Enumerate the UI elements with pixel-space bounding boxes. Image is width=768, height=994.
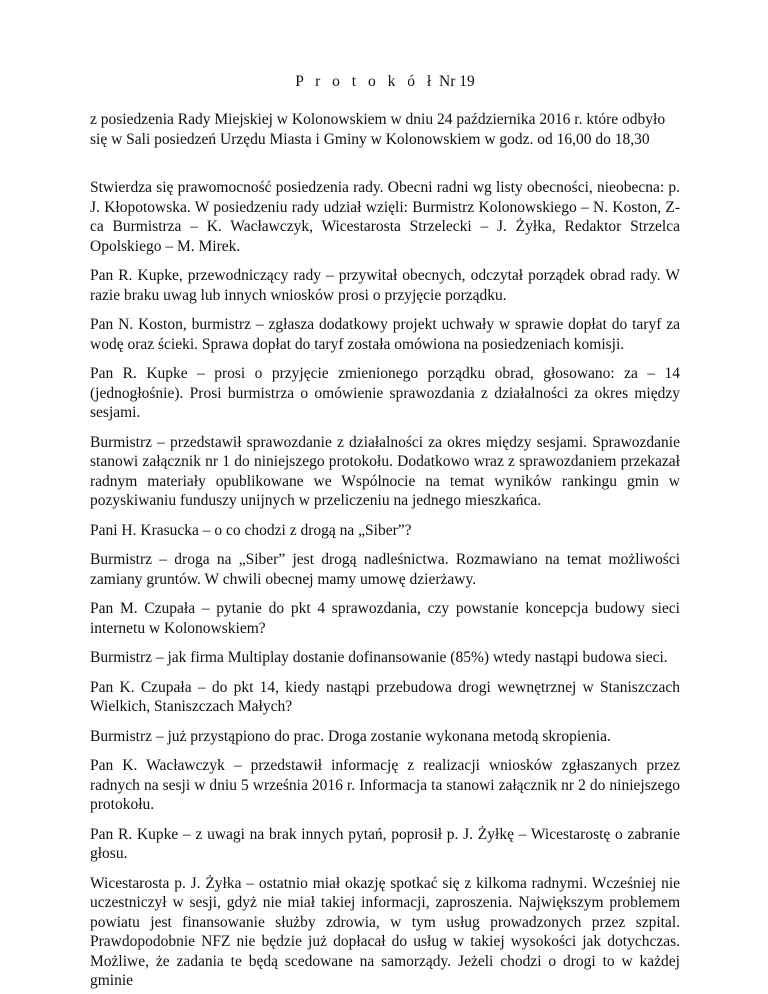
paragraph-kupke-invite: Pan R. Kupke – z uwagi na brak innych pytań, poprosił p. J. Żyłkę – Wicestarostę o zabranie głosu. bbox=[90, 825, 680, 862]
paragraph-mayor-road-answer: Burmistrz – już przystąpiono do prac. Droga zostanie wykonana metodą skropienia. bbox=[90, 727, 611, 745]
paragraph-vicestarost: Wicestarosta p. J. Żyłka – ostatnio miał okazję spotkać się z kilkoma radnymi. Wcześniej nie uczestniczył w sesji, gdyż nie miał takiej informacji, zaproszenia. Największym problemem powiatu jest finansowanie służby zdrowia, w tym usług prowadzonych przez szpital. Prawdopodobnie NFZ nie będzie już dopłacał do usług w takiej wysokości jak dotychczas. Możliwe, że zadania te będą scedowane na samorządy. Jeżeli chodzi o drogi to w każdej gminie bbox=[90, 874, 680, 989]
paragraph-mayor-siber-answer: Burmistrz – droga na „Siber” jest drogą nadleśnictwa. Rozmawiano na temat możliwości zamiany gruntów. W chwili obecnej mamy umowę dzierżawy. bbox=[90, 551, 680, 588]
document-subtitle: z posiedzenia Rady Miejskiej w Kolonowskiem w dniu 24 października 2016 r. które odbyło się w Sali posiedzeń Urzędu Miasta i Gminy w Kolonowskiem w godz. od 16,00 do 18,30 bbox=[90, 111, 666, 148]
paragraph-agenda-vote: Pan R. Kupke – prosi o przyjęcie zmienionego porządku obrad, głosowano: za – 14 (jednogłośnie). Prosi burmistrza o omówienie sprawozdania z działalności za okres między sesjami. bbox=[90, 365, 680, 421]
paragraph-chair-opening: Pan R. Kupke, przewodniczący rady – przywitał obecnych, odczytał porządek obrad rady. W razie braku uwag lub innych wniosków prosi o przyjęcie porządku. bbox=[90, 267, 680, 304]
paragraph-krasucka-question: Pani H. Krasucka – o co chodzi z drogą na „Siber”? bbox=[90, 521, 412, 539]
paragraph-mayor-resolution: Pan N. Koston, burmistrz – zgłasza dodatkowy projekt uchwały w sprawie dopłat do taryf za wodę oraz ścieki. Sprawa dopłat do taryf została omówiona na posiedzeniach komisji. bbox=[90, 316, 680, 353]
paragraph-waclawczyk-info: Pan K. Wacławczyk – przedstawił informację z realizacji wniosków zgłaszanych przez radnych na sesji w dniu 5 września 2016 r. Informacja ta stanowi załącznik nr 2 do niniejszego protokołu. bbox=[90, 757, 680, 813]
paragraph-czupala-road: Pan K. Czupała – do pkt 14, kiedy nastąpi przebudowa drogi wewnętrznej w Staniszczach Wielkich, Staniszczach Małych? bbox=[90, 678, 680, 715]
paragraph-mayor-multiplay: Burmistrz – jak firma Multiplay dostanie dofinansowanie (85%) wtedy nastąpi budowa sieci. bbox=[90, 649, 668, 666]
document-title bbox=[90, 72, 680, 92]
paragraph-czupala-internet: Pan M. Czupała – pytanie do pkt 4 sprawozdania, czy powstanie koncepcja budowy sieci internetu w Kolonowskiem? bbox=[90, 600, 680, 637]
document-body bbox=[90, 178, 680, 994]
document-page bbox=[90, 0, 680, 994]
paragraph-attendance: Stwierdza się prawomocność posiedzenia rady. Obecni radni wg listy obecności, nieobecna: p. J. Kłopotowska. W posiedzeniu rady udział wzięli: Burmistrz Kolonowskiego – N. Koston, Z-ca Burmistrza – K. Wacławczyk, Wicestarosta Strzelecki – J. Żyłka, Redaktor Strzelca Opolskiego – M. Mirek. bbox=[90, 179, 680, 255]
title-number: Nr 19 bbox=[439, 73, 475, 90]
title-word: P r o t o k ó ł bbox=[295, 73, 436, 90]
paragraph-mayor-report: Burmistrz – przedstawił sprawozdanie z działalności za okres między sesjami. Sprawozdanie stanowi załącznik nr 1 do niniejszego protokołu. Dodatkowo wraz z sprawozdaniem przekazał radnym materiały opublikowane we Wspólnocie na temat wyników rankingu gmin w pozyskiwaniu funduszy unijnych w przeliczeniu na jednego mieszkańca. bbox=[90, 433, 680, 509]
